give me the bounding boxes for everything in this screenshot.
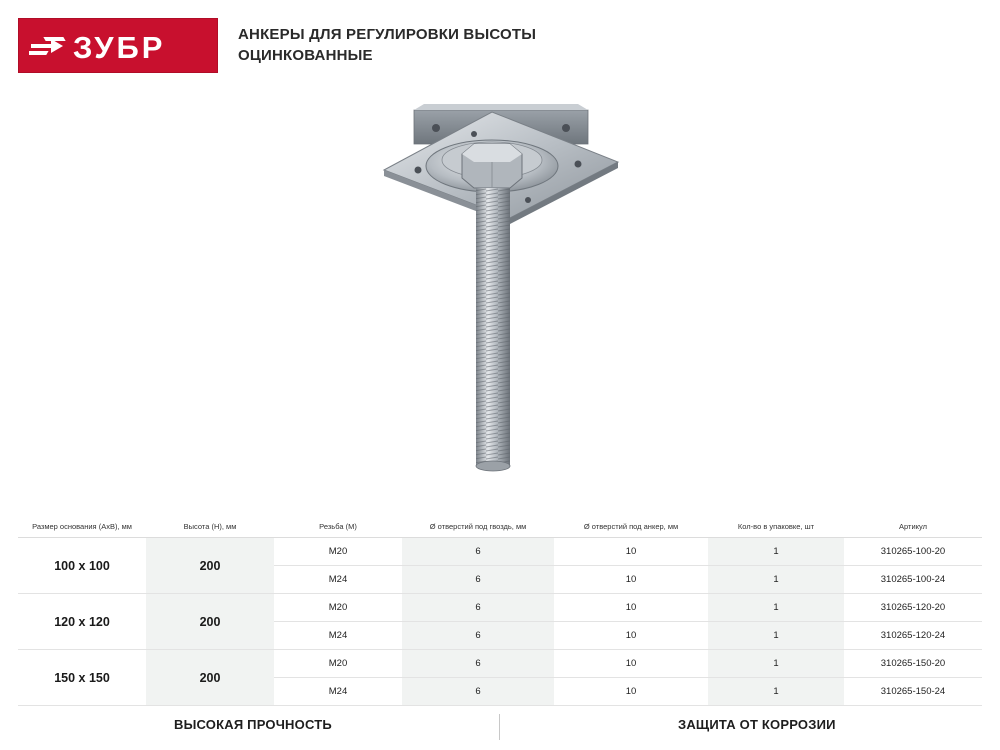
height-adjustable-anchor-image <box>378 100 624 480</box>
product-image <box>378 100 624 480</box>
anchor-hole-cell: 10 <box>554 650 708 678</box>
page-title <box>238 24 658 66</box>
feature-footer <box>18 712 982 742</box>
pack-qty-cell: 1 <box>708 594 844 622</box>
base-size-cell: 150 x 150 <box>18 650 146 706</box>
table-row <box>18 594 982 622</box>
title-line-1: АНКЕРЫ ДЛЯ РЕГУЛИРОВКИ ВЫСОТЫ <box>238 26 537 43</box>
article-cell: 310265-150-24 <box>844 678 982 706</box>
article-cell: 310265-100-20 <box>844 538 982 566</box>
height-cell: 200 <box>146 650 274 706</box>
nail-hole-cell: 6 <box>402 650 554 678</box>
pack-qty-cell: 1 <box>708 538 844 566</box>
feature-corrosion-protection: ЗАЩИТА ОТ КОРРОЗИИ <box>678 717 836 732</box>
article-cell: 310265-100-24 <box>844 566 982 594</box>
nail-hole-cell: 6 <box>402 594 554 622</box>
brand-logo <box>18 18 218 73</box>
thread-cell: M20 <box>274 650 402 678</box>
pack-qty-cell: 1 <box>708 622 844 650</box>
brand-logo-graphic <box>29 26 207 66</box>
article-cell: 310265-120-20 <box>844 594 982 622</box>
header-thread: Резьба (M) <box>274 515 402 538</box>
header-base-size: Размер основания (AxB), мм <box>18 515 146 538</box>
anchor-hole-cell: 10 <box>554 622 708 650</box>
svg-text:ЗУБР: ЗУБР <box>73 29 166 65</box>
table-row <box>18 650 982 678</box>
pack-qty-cell: 1 <box>708 650 844 678</box>
table-header-row <box>18 515 982 538</box>
pack-qty-cell: 1 <box>708 678 844 706</box>
anchor-hole-cell: 10 <box>554 594 708 622</box>
thread-cell: M24 <box>274 566 402 594</box>
header-article: Артикул <box>844 515 982 538</box>
header-height: Высота (H), мм <box>146 515 274 538</box>
spec-table <box>18 515 982 706</box>
height-cell: 200 <box>146 538 274 594</box>
nail-hole-cell: 6 <box>402 622 554 650</box>
nail-hole-cell: 6 <box>402 538 554 566</box>
footer-divider <box>499 714 500 740</box>
anchor-hole-cell: 10 <box>554 566 708 594</box>
title-line-2: ОЦИНКОВАННЫЕ <box>238 47 373 64</box>
pack-qty-cell: 1 <box>708 566 844 594</box>
anchor-hole-cell: 10 <box>554 678 708 706</box>
thread-cell: M24 <box>274 678 402 706</box>
height-cell: 200 <box>146 594 274 650</box>
base-size-cell: 120 x 120 <box>18 594 146 650</box>
nail-hole-cell: 6 <box>402 678 554 706</box>
arrow-mark-icon <box>29 36 66 56</box>
article-cell: 310265-150-20 <box>844 650 982 678</box>
thread-cell: M20 <box>274 594 402 622</box>
base-size-cell: 100 x 100 <box>18 538 146 594</box>
feature-high-strength: ВЫСОКАЯ ПРОЧНОСТЬ <box>174 717 332 732</box>
table-row <box>18 538 982 566</box>
header-pack-qty: Кол-во в упаковке, шт <box>708 515 844 538</box>
thread-cell: M24 <box>274 622 402 650</box>
article-cell: 310265-120-24 <box>844 622 982 650</box>
thread-cell: M20 <box>274 538 402 566</box>
header-nail-hole: Ø отверстий под гвоздь, мм <box>402 515 554 538</box>
anchor-hole-cell: 10 <box>554 538 708 566</box>
nail-hole-cell: 6 <box>402 566 554 594</box>
header-anchor-hole: Ø отверстий под анкер, мм <box>554 515 708 538</box>
